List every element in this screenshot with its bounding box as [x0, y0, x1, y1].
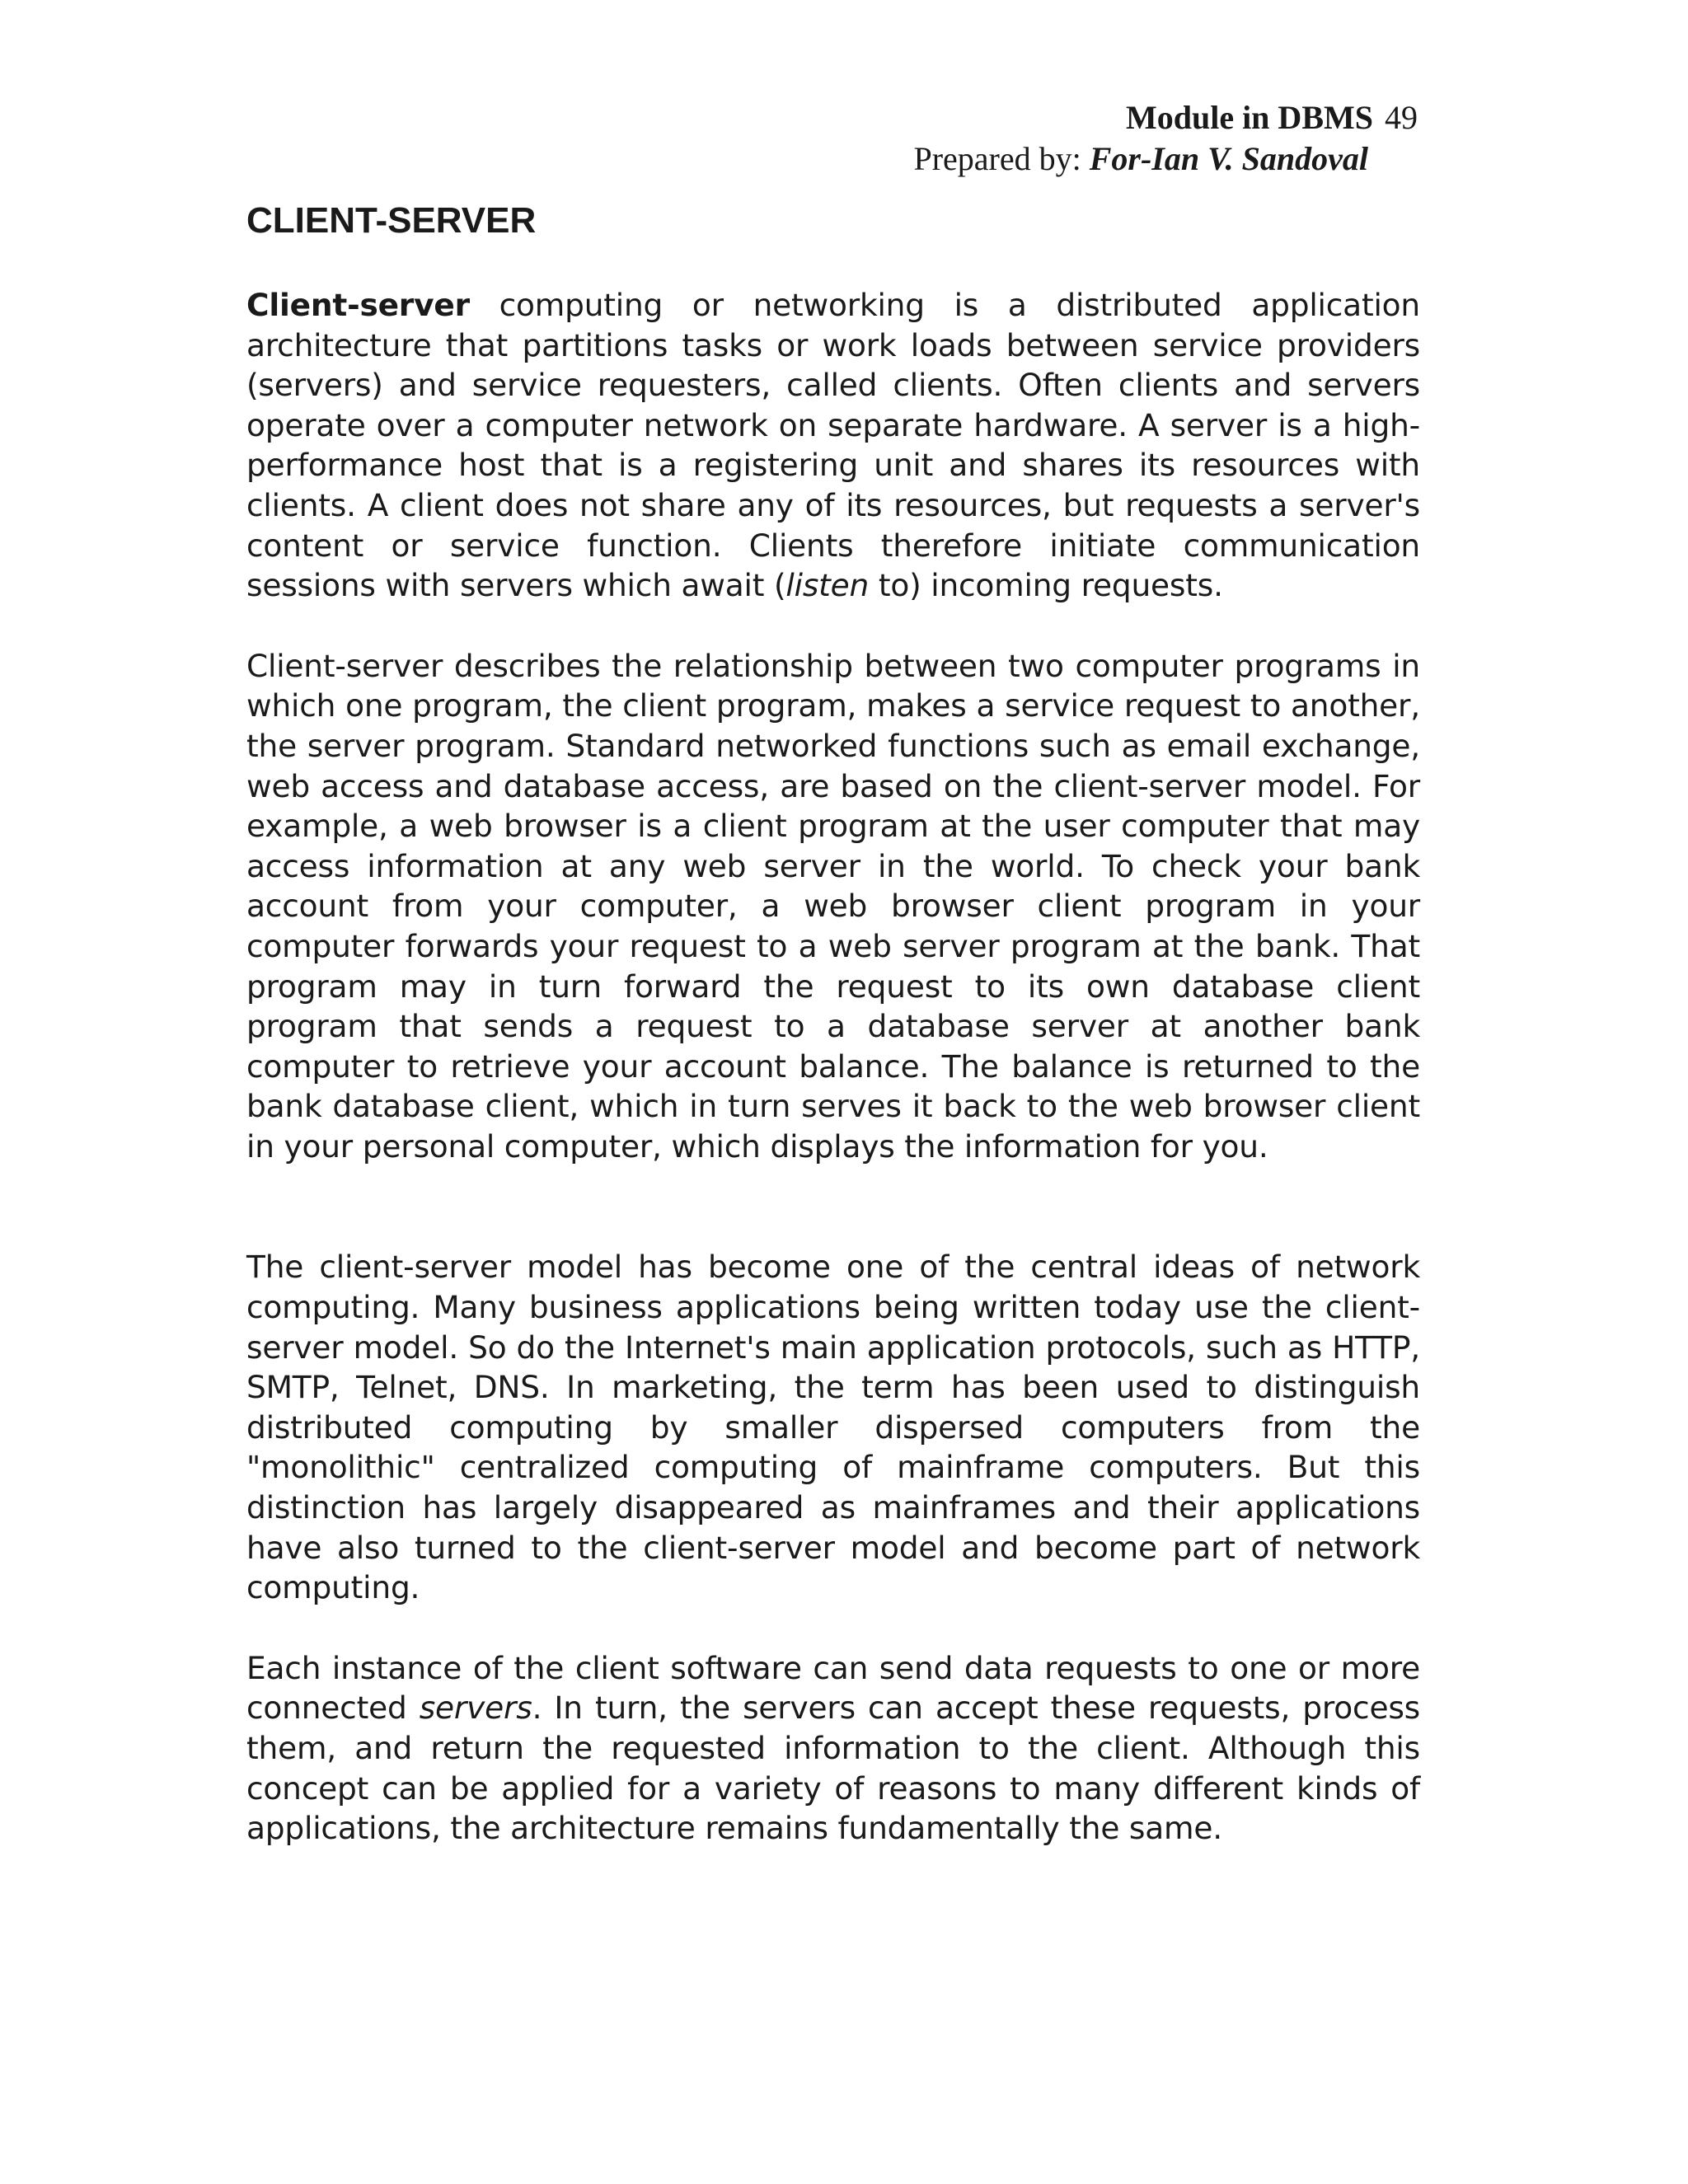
- paragraph-2: Client-server describes the relationship between two computer programs in which one program, the client program, makes a service request to another, the server program. Standard networked functions such as email exchange, web access and database access, are based on the client-server model. For example, a web browser is a client program at the user computer that may access information at any web server in the world. To check your bank account from your computer, a web browser client program in your computer forwards your request to a web server program at the bank. That program may in turn forward the request to its own database client program that sends a request to a database server at another bank computer to retrieve your account balance. The balance is returned to the bank database client, which in turn serves it back to the web browser client in your personal computer, which displays the information for you.: [246, 647, 1420, 1165]
- author-name: For-Ian V. Sandoval: [1089, 140, 1368, 177]
- module-label: Module in DBMS: [1125, 99, 1373, 136]
- paragraph-1-text-b: to) incoming requests.: [869, 567, 1223, 604]
- header-prepared-by-line: [913, 138, 1368, 180]
- paragraph-4-text-b: . In turn, the servers can accept these requests, process them, and return the requested information to the client. Although this concept can be applied for a variety of reasons to many different kinds of applications, the architecture remains fundamentally the same.: [246, 1690, 1420, 1847]
- paragraph-1-italic: listen: [785, 567, 870, 604]
- document-body: [246, 198, 1420, 1889]
- paragraph-4-text-a: Each instance of the client software can send data requests to one or more connected: [246, 1649, 1420, 1727]
- page-number: 49: [1385, 99, 1418, 136]
- paragraph-4: [246, 1648, 1420, 1849]
- paragraph-3: The client-server model has become one of the central ideas of network computing. Many business applications being written today use the client-server model. So do the Internet's main application protocols, such as HTTP, SMTP, Telnet, DNS. In marketing, the term has been used to distinguish distributed computing by smaller dispersed computers from the "monolithic" centralized computing of mainframe computers. But this distinction has largely disappeared as mainframes and their applications have also turned to the client-server model and become part of network computing.: [246, 1249, 1420, 1606]
- header-module-line: [1126, 97, 1418, 138]
- paragraph-1-lead: Client-server: [246, 287, 470, 323]
- page-title: CLIENT-SERVER: [246, 200, 537, 241]
- paragraph-1: [246, 285, 1420, 606]
- paragraph-1-text-a: computing or networking is a distributed application architecture that partitions tasks or work loads between service providers (servers) and service requesters, called clients. Often clients and servers operate over a computer network on separate hardware. A server is a high-performance host that is a registering unit and shares its resources with clients. A client does not share any of its resources, but requests a server's content or service function. Clients therefore initiate communication sessions with servers which await (: [246, 287, 1420, 604]
- paragraph-4-italic: servers: [419, 1690, 532, 1727]
- prepared-by-label: Prepared by:: [913, 140, 1081, 177]
